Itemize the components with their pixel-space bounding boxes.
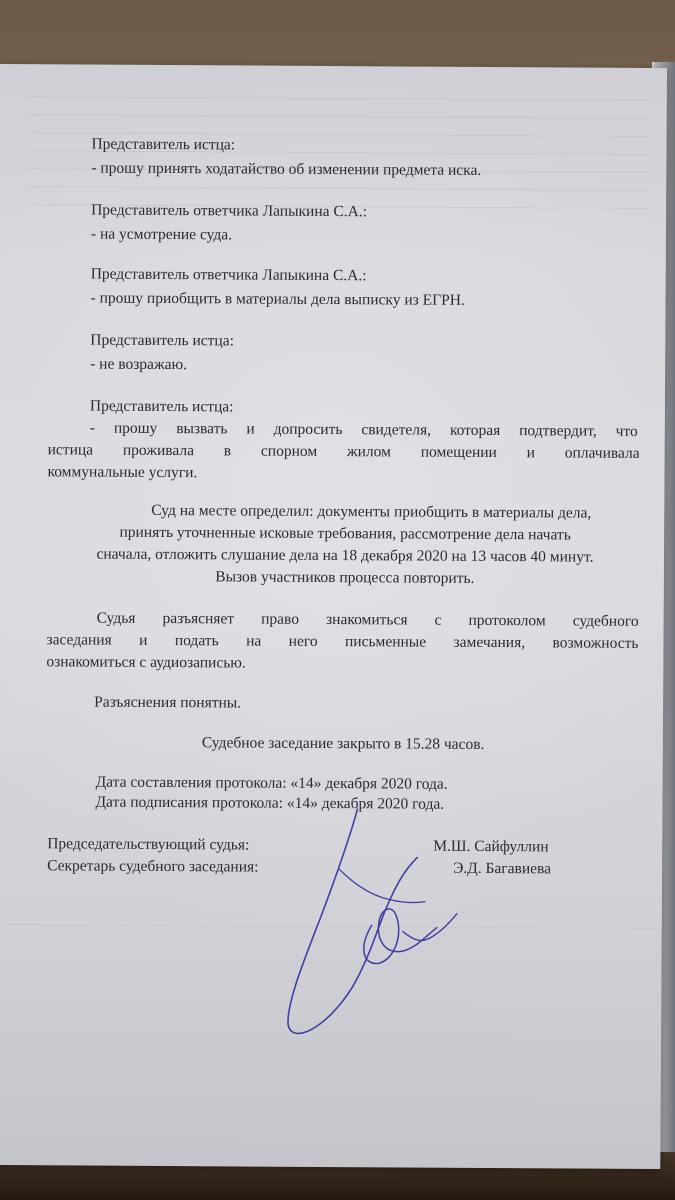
statement-court-discretion: - на усмотрение суда. — [90, 225, 233, 244]
signature-stroke-loop — [364, 909, 437, 964]
statement-no-objection: - не возражаю. — [90, 355, 188, 374]
speaker-defendant-rep-2: Представитель ответчика Лапыкина С.А.: — [90, 265, 367, 285]
judge-explains-line-2: заседания и подать на него письменные замечания, возможность — [46, 631, 639, 652]
secretary-name: Э.Д. Багавиева — [453, 859, 552, 878]
secretary-label: Секретарь судебного заседания: — [47, 857, 259, 876]
judge-explains-line-1: Судья разъясняет право знакомиться с протоколом судебного — [96, 609, 639, 630]
statement-witness-line-1: - прошу вызвать и допросить свидетеля, которая подтвердит, что — [89, 419, 638, 440]
session-closed: Судебное заседание закрыто в 15.28 часов. — [201, 734, 485, 753]
signature-stroke-main — [288, 809, 418, 1034]
signature-stroke-cross — [339, 869, 425, 903]
court-decision-line-3: сначала, отложить слушание дела на 18 декабря 2020 на 13 часов 40 минут. — [96, 545, 594, 566]
court-protocol-page — [0, 64, 667, 1169]
statement-witness-line-2: истица проживала в спорном жилом помещении и оплачивала — [47, 441, 640, 462]
protocol-signed-date: Дата подписания протокола: «14» декабря 2020 года. — [95, 793, 445, 813]
court-decision-line-4: Вызов участников процесса повторить. — [215, 568, 475, 587]
paper-crease — [0, 924, 662, 929]
speaker-plaintiff-rep-2: Представитель истца: — [90, 331, 234, 350]
judge-label: Председательствующий судья: — [47, 835, 250, 854]
judge-explains-line-3: ознакомиться с аудиозаписью. — [46, 653, 246, 672]
statement-egrn-extract: - прошу приобщить в материалы дела выписку из ЕГРН. — [90, 289, 465, 309]
explanations-understood: Разъяснения понятны. — [94, 693, 242, 712]
statement-change-claim: - прошу принять ходатайство об изменении предмета иска. — [91, 159, 482, 179]
speaker-plaintiff-rep-3: Представитель истца: — [89, 397, 234, 416]
judge-name: М.Ш. Сайфуллин — [433, 837, 549, 856]
statement-witness-line-3: коммунальные услуги. — [47, 463, 198, 482]
speaker-defendant-rep-1: Представитель ответчика Лапыкина С.А.: — [91, 201, 368, 221]
protocol-composed-date: Дата составления протокола: «14» декабря 2020 года. — [95, 773, 448, 793]
court-decision-line-1: Суд на месте определил: документы приобщить в материалы дела, — [151, 501, 592, 522]
court-decision-line-2: принять уточненные исковые требования, рассмотрение дела начать — [119, 523, 571, 544]
speaker-plaintiff-rep-1: Представитель истца: — [91, 135, 236, 154]
